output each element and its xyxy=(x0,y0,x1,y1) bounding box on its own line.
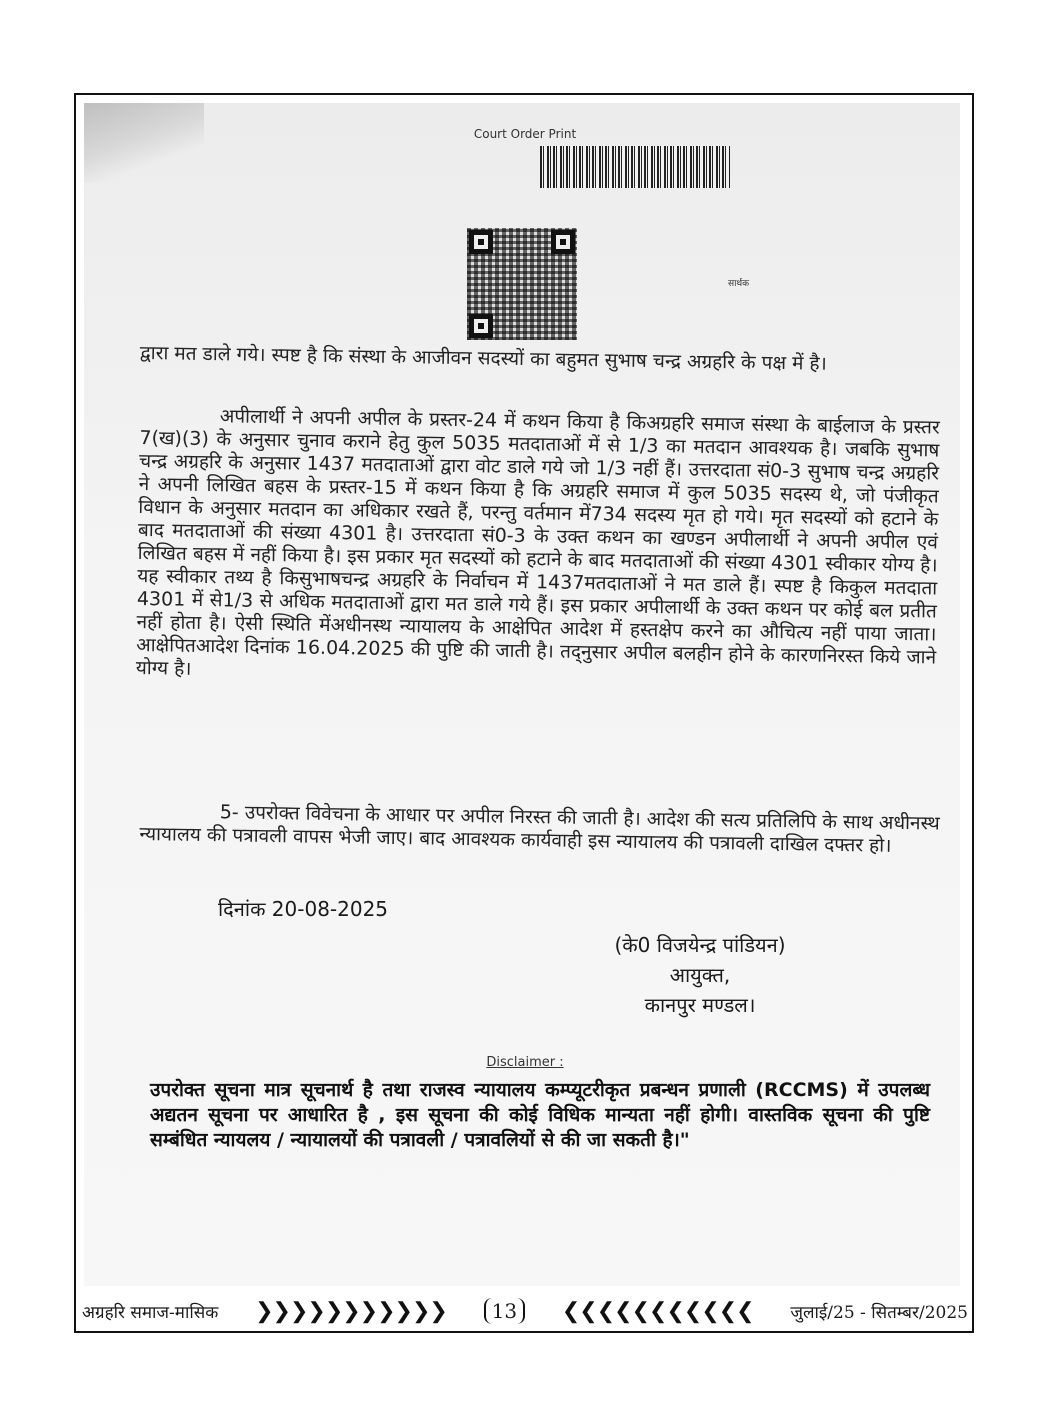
ornament-left-icon: ❯❯❯❯❯❯❯❯❯❯❯ xyxy=(255,1298,447,1324)
magazine-name: अग्रहरि समाज-मासिक xyxy=(82,1302,219,1323)
barcode-image xyxy=(540,146,730,188)
disclaimer-text: उपरोक्त सूचना मात्र सूचनार्थ है तथा राजस्व न्यायालय कम्प्यूटरीकृत प्रबन्धन प्रणाली (RCCMS) में उपलब्ध अद्यतन सूचना पर आधारित है , इस सूचना की कोई विधिक मान्यता नहीं होगी। वास्तविक सूचना की पुष्टि सम्बंधित न्यायलय / न्यायालयों की पत्रावली / पत्रावलियों से की जा सकती है।" xyxy=(150,1079,930,1151)
signatory-place: कानपुर मण्डल। xyxy=(644,993,756,1017)
paper-fold xyxy=(84,103,204,183)
issue-period: जुलाई/25 - सितम्बर/2025 xyxy=(790,1302,968,1323)
qr-code-image xyxy=(467,228,577,340)
signatory-designation: आयुक्त, xyxy=(669,963,731,987)
signatory-name: (के0 विजयेन्द्र पांडियन) xyxy=(614,933,786,957)
handwritten-mark: सार्थक xyxy=(728,279,750,289)
order-date: दिनांक 20-08-2025 xyxy=(218,897,389,921)
paragraph-2: अपीलार्थी ने अपनी अपील के प्रस्तर-24 में कथन किया है किअग्रहरि समाज संस्था के बाईलाज के प्रस्तर 7(ख)(3) के अनुसार चुनाव कराने हेतु कुल 5035 मतदाताओं में से 1/3 का मतदान आवश्यक है। जबकि सुभाष चन्द्र अग्रहरि के अनुसार 1437 मतदाताओं द्वारा वोट डाले गये जो 1/3 नहीं हैं। उत्तरदाता सं0-3 सुभाष चन्द्र अग्रहरि ने अपनी लिखित बहस के प्रस्तर-15 में कथन किया है कि अग्रहरि समाज में कुल 5035 सदस्य थे, जो पंजीकृत विधान के अनुसार मतदान का अधिकार रखते हैं, परन्तु वर्तमान में734 सदस्य मृत हो गये। मृत सदस्यों को हटाने के बाद मतदाताओं की संख्या 4301 है। उत्तरदाता सं0-3 के उक्त कथन का खण्डन अपीलार्थी ने अपनी अपील एवं लिखित बहस में नहीं किया है। इस प्रकार मृत सदस्यों को हटाने के बाद मतदाताओं की संख्या 4301 स्वीकार योग्य है। यह स्वीकार तथ्य है किसुभाषचन्द्र अग्रहरि के निर्वाचन में 1437मतदाताओं ने मत डाले हैं। स्पष्ट है किकुल मतदाता 4301 में से1/3 से अधिक मतदाताओं द्वारा मत डाले गये हैं। इस प्रकार अपीलार्थी के उक्त कथन पर कोई बल प्रतीत नहीं होता है। ऐसी स्थिति मेंअधीनस्थ न्यायालय के आक्षेपित आदेश में हस्तक्षेप करने का औचित्य नहीं पाया जाता। आक्षेपितआदेश दिनांक 16.04.2025 की पुष्टि की जाती है। तद्नुसार अपील बलहीन होने के कारणनिरस्त किये जाने योग्य है। xyxy=(135,405,940,680)
print-header: Court Order Print xyxy=(473,127,577,141)
paragraph-3: 5- उपरोक्त विवेचना के आधार पर अपील निरस्त की जाती है। आदेश की सत्य प्रतिलिपि के साथ अधीनस्थ न्यायालय की पत्रावली वापस भेजी जाए। बाद आवश्यक कार्यवाही इस न्यायालय की पत्रावली दाखिल दफ्तर हो। xyxy=(139,801,940,857)
page-number: 13 xyxy=(484,1298,525,1324)
signature-block xyxy=(580,930,820,1020)
paragraph-1: द्वारा मत डाले गये। स्पष्ट है कि संस्था के आजीवन सदस्यों का बहुमत सुभाष चन्द्र अग्रहरि के पक्ष में है। xyxy=(139,342,827,375)
ornament-right-icon: ❮❮❮❮❮❮❮❮❮❮❮ xyxy=(561,1298,754,1324)
disclaimer-title: Disclaimer : xyxy=(486,1055,564,1070)
page-footer xyxy=(74,1290,974,1332)
